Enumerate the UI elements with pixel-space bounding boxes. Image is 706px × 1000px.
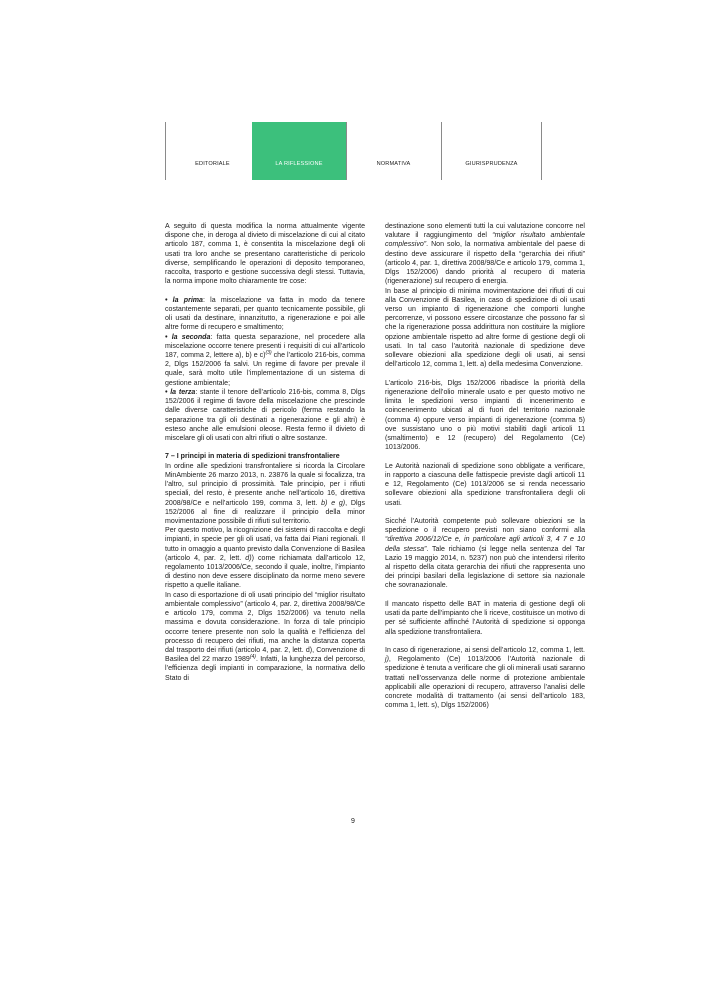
footnote-ref: (3) [265, 350, 272, 357]
article-column-right [385, 222, 585, 710]
section-heading: 7 – I principi in materia di spedizioni transfrontaliere [165, 453, 340, 461]
bullet-item [165, 333, 365, 388]
paragraph: Sicché l’Autorità competente può sollevare obiezioni se la spedizione o il recupero previsti non siano conformi alla “direttiva 2006/12/Ce e, in particolare agli articoli 3, 4 7 e 10 della stessa”. Tale richiamo (si legge nella sentenza del Tar Lazio 19 maggio 2014, n. 5237) non può che intendersi riferito al rispetto della citata gerarchia dei rifiuti che rappresenta uno dei principi basilari della legislazione di settore sia nazionale che sovranazionale. [385, 517, 585, 590]
article-column-left [165, 222, 365, 683]
bullet-item [165, 388, 365, 443]
paragraph: In caso di esportazione di oli usati principio del “miglior risultato ambientale complessivo” (articolo 4, par. 2, direttiva 2008/98/Ce e articolo 179, comma 2, Dlgs 152/2006) va tenuto nella massima e dovuta considerazione. In forza di tale principio occorre tenere presente non solo la qualità e l’efficienza del processo di recupero dei rifiuti, ma anche la distanza coperta dal trasporto dei rifiuti (articolo 4, par. 2, lett. d), Convenzione di Basilea del 22 marzo 1989$^{(4)}$. Infatti, la lunghezza del percorso, l’efficienza degli impianti in comparazione, la normativa dello Stato di [165, 591, 365, 682]
paragraph: In caso di rigenerazione, ai sensi dell’articolo 12, comma 1, lett. j), Regolamento (Ce) 1013/2006 l’Autorità nazionale di spedizione è tenuta a verificare che gli oli minerali usati saranno trattati nell’osservanza delle norme di protezione ambientale applicabili alle operazioni di recupero, attraverso l’analisi delle concrete modalità di trattamento (ai sensi dell’articolo 183, comma 1, lett. s), Dlgs 152/2006) [385, 646, 585, 710]
paragraph: L’articolo 216-bis, Dlgs 152/2006 ribadisce la priorità della rigenerazione dell’olio minerale usato e per questo motivo ne limita le spedizioni verso impianti di incenerimento e coincenerimento ubicati al di fuori del territorio nazionale (comma 4) oppure verso impianti di rigenerazione (comma 5) ove sussistano uno o più motivi stabiliti dagli articoli 11 (smaltimento) e 12 (recupero) del Regolamento (Ce) 1013/2006. [385, 379, 585, 452]
bullet-label: • la seconda [165, 333, 211, 341]
bullet-item [165, 296, 365, 333]
tab-giurisprudenza[interactable]: GIURISPRUDENZA [441, 122, 542, 180]
paragraph: Le Autorità nazionali di spedizione sono obbligate a verificare, in rapporto a ciascuna delle fattispecie previste dagli articoli 11 e 12, Regolamento (Ce) 1013/2006 se si renda necessario sollevare obiezioni alla spedizione transfrontaliera degli oli usati. [385, 462, 585, 507]
paragraph: A seguito di questa modifica la norma attualmente vigente dispone che, in deroga al divieto di miscelazione di cui al citato articolo 187, comma 1, è consentita la miscelazione degli oli usati tra loro anche se presentano caratteristiche di pericolo diverse, semplificando le operazioni di deposito temporaneo, raccolta, trasporto e gestione successiva degli stessi. Tuttavia, la norma impone molto chiaramente tre cose: [165, 223, 365, 286]
paragraph: In ordine alle spedizioni transfrontaliere si ricorda la Circolare MinAmbiente 26 marzo 2013, n. 23876 la quale si focalizza, tra l’altro, sul principio di prossimità. Tale principio, per i rifiuti speciali, del resto, è presente anche nell’articolo 16, direttiva 2008/98/Ce e nell’articolo 199, comma 3, lett. b) e g), Dlgs 152/2006 al fine di realizzare il principio della minor movimentazione possibile di rifiuti sul territorio. [165, 462, 365, 525]
tab-normativa[interactable]: NORMATIVA [346, 122, 440, 180]
bullet-text: : la miscelazione va fatta in modo da tenere costantemente separati, per quanto tecnicamente possibile, gli oli usati da destinare, innanzitutto, a rigenerazione e poi alle altre forme di recupero e smaltimento; [165, 296, 365, 332]
footnote-ref: (4) [249, 654, 256, 661]
page-number: 9 [351, 818, 355, 825]
bullet-text: : stante il tenore dell’articolo 216-bis, comma 8, Dlgs 152/2006 il regime di favore della miscelazione che prescinde dalle diverse caratteristiche di pericolo (ferma restando la separazione tra gli oli destinati a rigenerazione e gli altri) è esteso anche alle emulsioni oleose. Resta fermo il divieto di miscelare gli oli usati con altri rifiuti o altre sostanze. [165, 388, 366, 442]
tab-la-riflessione[interactable]: LA RIFLESSIONE [252, 122, 346, 180]
bullet-text: che l’articolo 216-bis, comma 2, Dlgs 152/2006 fa salvi. Un regime di favore per prevale il quale, sarà molto utile l’implementazione di un sistema di gestione ambientale; [165, 352, 365, 387]
bullet-label: • la terza [165, 388, 196, 396]
paragraph: Il mancato rispetto delle BAT in materia di gestione degli oli usati da parte dell’impianto che li riceve, costituisce un motivo di per sé sufficiente affinché l’Autorità di spedizione si opponga alla spedizione transfrontaliera. [385, 600, 585, 636]
section-navigation [165, 122, 542, 180]
tab-editoriale[interactable]: EDITORIALE [165, 122, 259, 180]
paragraph: In base al principio di minima movimentazione dei rifiuti di cui alla Convenzione di Basilea, in caso di spedizione di oli usati verso un impianto di rigenerazione che comporti lunghe percorrenze, vi possono essere circostanze che possono far sì che la rigenerazione possa addirittura non costituire la migliore opzione ambientale rispetto ad altre forme di gestione degli oli usati. In tal caso l’autorità nazionale di spedizione deve sollevare obiezioni alla spedizione degli oli usati, ai sensi dell’articolo 12, comma 1, lett. a) della medesima Convenzione. [385, 287, 585, 369]
bullet-text: : fatta questa separazione, nel procedere alla miscelazione occorre tenere presenti i requisiti di cui all’articolo 187, comma 2, lettere a), b) e c) [165, 333, 366, 360]
paragraph: destinazione sono elementi tutti la cui valutazione concorre nel valutare il raggiungimento del “miglior risultato ambientale complessivo”. Non solo, la normativa ambientale del paese di destino deve assicurare il rispetto della “gerarchia dei rifiuti” (articolo 4, par. 1, direttiva 2008/98/Ce e articolo 179, comma 1, Dlgs 152/2006) dando priorità al recupero di materia (rigenerazione) sul recupero di energia. [385, 223, 586, 286]
bullet-label: • la prima [165, 296, 203, 304]
paragraph: Per questo motivo, la ricognizione dei sistemi di raccolta e degli impianti, in specie per gli oli usati, va fatta dai Piani regionali. Il tutto in omaggio a quanto previsto dalla Convenzione di Basilea (articolo 4, par. 2, lett. d)) come richiamata dall’articolo 12, regolamento 1013/2006/Ce, secondo il quale, inoltre, l’impianto di destino non deve essere disciplinato da norme meno severe rispetto a quelle italiane. [165, 527, 366, 590]
